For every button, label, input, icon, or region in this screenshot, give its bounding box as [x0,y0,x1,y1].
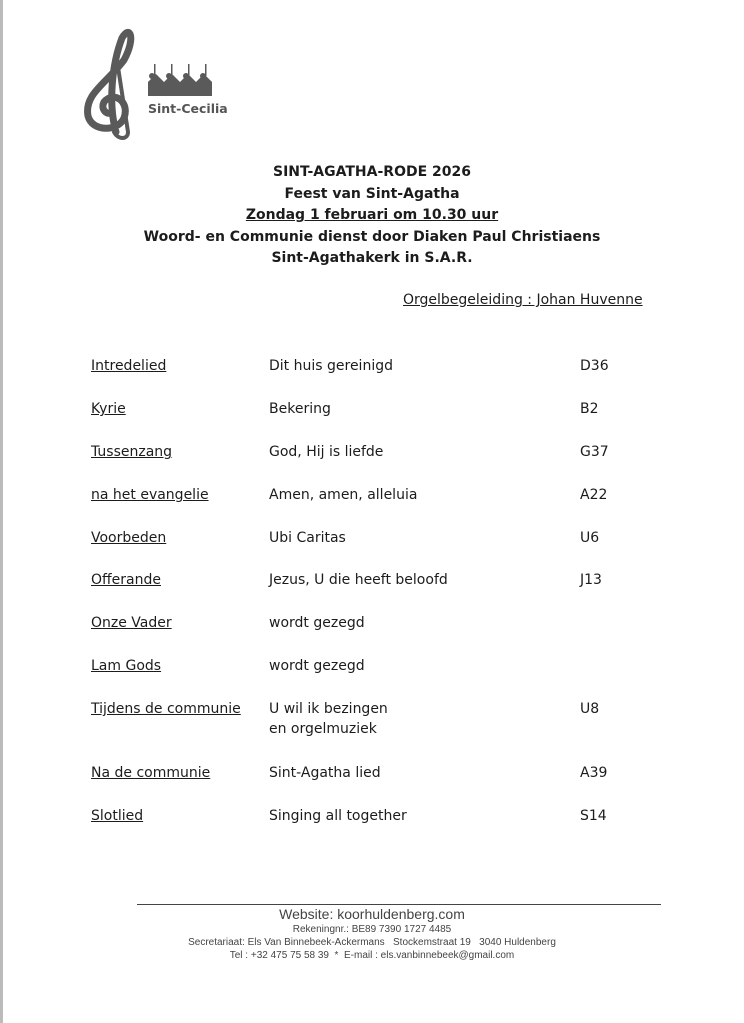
program-song [269,356,393,376]
program-part: Onze Vader [91,615,172,631]
header-date: Zondag 1 februari om 10.30 uur [245,207,499,223]
page-edge [0,0,3,1023]
event-header [0,162,744,270]
program-song [269,806,407,826]
program-part: Slotlied [91,808,144,824]
song-line: wordt gezegd [269,615,365,631]
program-code: J13 [580,572,602,588]
program-part: Offerande [91,572,161,588]
song-line-2: en orgelmuziek [269,721,377,737]
program-song [269,528,346,548]
footer-divider [137,904,661,905]
program-code: A22 [580,487,608,503]
program-song [269,613,365,633]
program-song [269,763,381,783]
footer-account: Rekeningnr.: BE89 7390 1727 4485 [292,924,452,935]
song-line: God, Hij is liefde [269,444,384,460]
program-part: Tijdens de communie [91,701,241,717]
program-song [269,570,448,590]
song-line: wordt gezegd [269,658,365,674]
program-code: B2 [580,401,599,417]
choir-logo [78,24,238,144]
footer-contact: Tel : +32 475 75 58 39 * E-mail : els.vanbinnebeek@gmail.com [229,950,515,961]
program-code: A39 [580,765,608,781]
program-code: U8 [580,701,600,717]
song-line: U wil ik bezingen [269,701,388,717]
program-part: Tussenzang [91,444,173,460]
header-service: Woord- en Communie dienst door Diaken Paul Christiaens [143,228,601,245]
program-song [269,485,417,505]
song-line: Sint-Agatha lied [269,765,381,781]
song-line: Jezus, U die heeft beloofd [269,572,448,588]
logo-text: Sint-Cecilia [148,101,228,116]
header-feast: Feest van Sint-Agatha [284,185,460,202]
program-song [269,399,331,419]
program-part: Voorbeden [91,530,167,546]
header-title: SINT-AGATHA-RODE 2026 [272,164,471,180]
program-part: Na de communie [91,765,211,781]
header-location: Sint-Agathakerk in S.A.R. [271,250,473,266]
program-code: G37 [580,444,609,460]
song-line: Bekering [269,401,331,417]
song-line: Ubi Caritas [269,530,346,546]
footer-website: Website: koorhuldenberg.com [279,906,465,922]
organist: Orgelbegeleiding : Johan Huvenne [403,292,643,308]
program-song [269,656,365,676]
program-code: U6 [580,530,600,546]
program-code: D36 [580,358,609,374]
treble-clef-crown-icon [78,24,238,144]
program-song [269,699,388,739]
program-part: na het evangelie [91,487,209,503]
program-part: Intredelied [91,358,167,374]
song-line: Singing all together [269,808,407,824]
song-line: Amen, amen, alleluia [269,487,418,503]
footer-secretariat: Secretariaat: Els Van Binnebeek-Ackermans Stockemstraat 19 3040 Huldenberg [188,937,556,948]
program-part: Lam Gods [91,658,162,674]
program-code: S14 [580,808,607,824]
song-line: Dit huis gereinigd [269,358,393,374]
program-part: Kyrie [91,401,126,417]
program-song [269,442,383,462]
